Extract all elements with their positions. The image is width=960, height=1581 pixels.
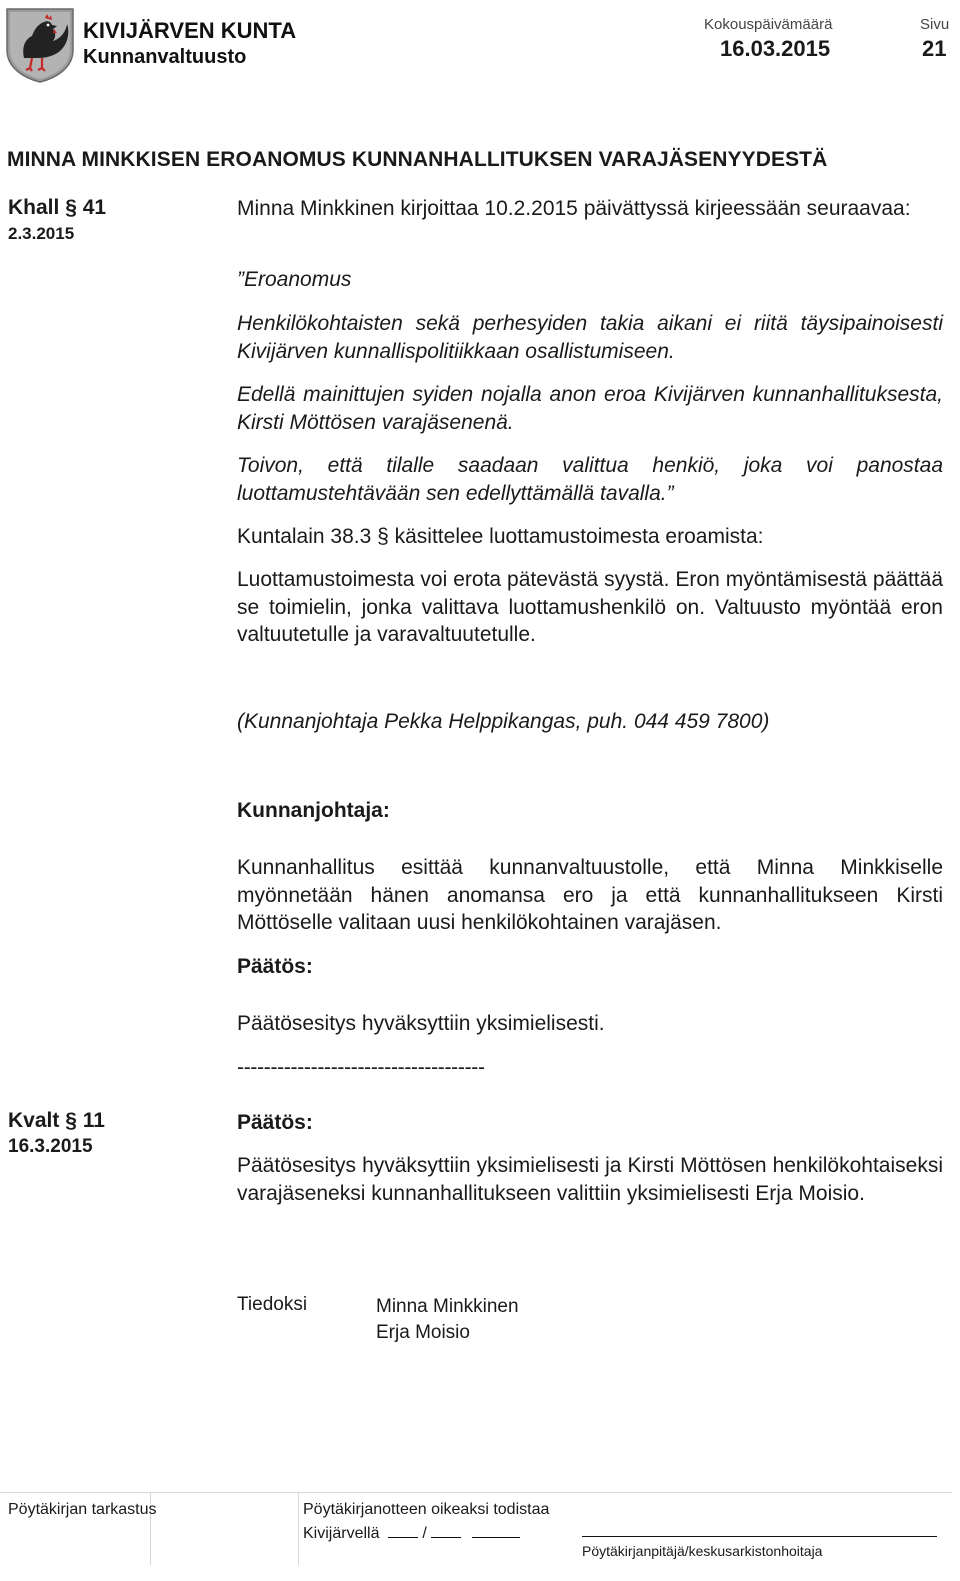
organ-name: Kvalt [8,1109,60,1132]
law-reference: Kuntalain 38.3 § käsittelee luottamustoimesta eroamista: [237,525,764,548]
quote-heading: ”Eroanomus [237,268,352,291]
day-blank [388,1523,418,1538]
quote-paragraph-3: Toivon, että tilalle saadaan valittua henkiö, joka voi panostaa luottamustehtävään sen edellyttämällä tavalla.” [237,454,943,505]
section-ref-khall [8,196,106,220]
decision-text-khall: Päätösesitys hyväksyttiin yksimielisesti. [237,1012,605,1035]
page-footer [0,1492,952,1565]
distribution-recipient: Erja Moisio [376,1322,470,1343]
review-label: Pöytäkirjan tarkastus [8,1501,157,1518]
law-text: Luottamustoimesta voi erota pätevästä syystä. Eron myöntämisestä päättää se toimielin, jonka valittava luottamushenkilö on. Valtuusto myöntää eron valtuutetulle ja varavaltuutetulle. [237,568,943,646]
section-date-kvalt: 16.3.2015 [8,1136,93,1157]
distribution-recipient: Minna Minkkinen [376,1296,519,1317]
signature-line [582,1536,937,1537]
section-number: 41 [82,196,107,219]
proposal-heading: Kunnanjohtaja: [237,799,390,822]
decision-heading-khall: Päätös: [237,955,313,978]
agenda-item-title: MINNA MINKKISEN EROANOMUS KUNNANHALLITUKSEN VARAJÄSENYYDESTÄ [7,148,828,171]
paragraph-symbol: § [65,1109,77,1132]
section-ref-kvalt [8,1109,105,1133]
decision-heading-kvalt: Päätös: [237,1111,313,1134]
section-separator: ------------------------------------- [237,1056,485,1079]
decision-text-kvalt: Päätösesitys hyväksyttiin yksimielisesti ja Kirsti Möttösen henkilökohtaiseksi varajäseneksi kunnanhallitukseen valittiin yksimielisesti Erja Moisio. [237,1154,943,1205]
page-label: Sivu [920,16,950,33]
footer-cell [150,1493,299,1565]
distribution-label: Tiedoksi [237,1294,308,1315]
paragraph-symbol: § [65,196,77,219]
certify-label: Pöytäkirjanotteen oikeaksi todistaa [303,1501,550,1518]
rooster-crest-icon [4,6,76,84]
quote-paragraph-2: Edellä mainittujen syiden nojalla anon eroa Kivijärven kunnanhallituksesta, Kirsti Möttösen varajäsenenä. [237,383,943,434]
month-blank [431,1523,461,1538]
organ-name: Khall [8,196,60,219]
distribution-list [376,1294,519,1346]
council-name: Kunnanvaltuusto [83,46,247,68]
section-number: 11 [82,1109,105,1132]
quote-paragraph-1: Henkilökohtaisten sekä perhesyiden takia aikani ei riitä täysipainoisesti Kivijärven kunnallispolitiikkaan osallistumiseen. [237,312,943,363]
contact-info: (Kunnanjohtaja Pekka Helppikangas, puh. 044 459 7800) [237,710,770,733]
page-number: 21 [922,36,947,61]
date-separator: / [422,1525,427,1542]
proposal-text: Kunnanhallitus esittää kunnanvaltuustolle, että Minna Minkkiselle myönnetään hänen anomansa ero ja että kunnanhallitukseen Kirsti Möttöselle valitaan uusi henkilökohtainen varajäsen. [237,856,943,934]
intro-paragraph: Minna Minkkinen kirjoittaa 10.2.2015 päivättyssä kirjeessään seuraavaa: [237,197,911,220]
municipality-name: KIVIJÄRVEN KUNTA [83,18,297,43]
certify-place-line [303,1523,520,1543]
meeting-date: 16.03.2015 [720,36,831,61]
place-name: Kivijärvellä [303,1525,380,1542]
section-date-khall: 2.3.2015 [8,224,75,243]
signer-title: Pöytäkirjanpitäjä/keskusarkistonhoitaja [582,1543,823,1559]
meeting-date-label: Kokouspäivämäärä [704,16,833,33]
year-blank [472,1523,520,1538]
